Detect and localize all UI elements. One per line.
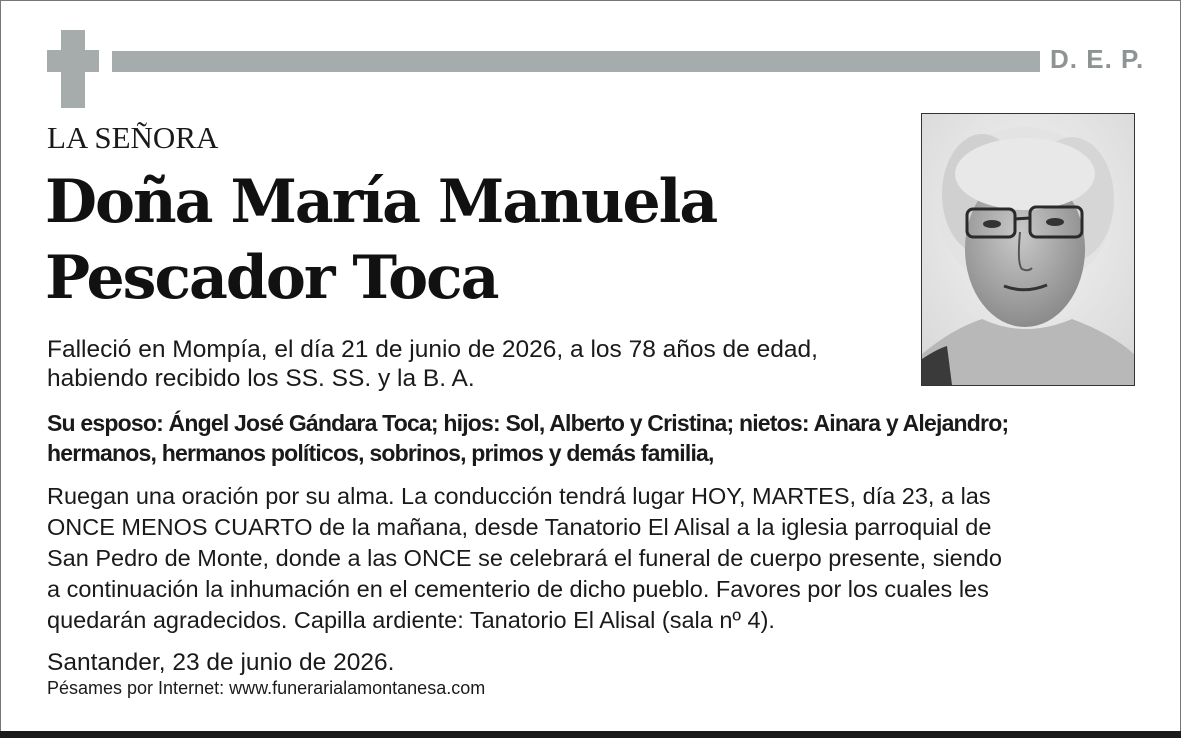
portrait-photo	[921, 113, 1135, 386]
family-line-2: hermanos, hermanos políticos, sobrinos, primos y demás familia,	[47, 440, 714, 466]
condolences-line: Pésames por Internet: www.funerarialamontanesa.com	[47, 678, 486, 698]
death-notice	[47, 335, 818, 393]
family-list	[47, 408, 1008, 468]
body-line: quedarán agradecidos. Capilla ardiente: Tanatorio El Alisal (sala nº 4).	[47, 607, 775, 633]
intro-line-1: Falleció en Mompía, el día 21 de junio de 2026, a los 78 años de edad,	[47, 336, 818, 363]
deceased-name	[45, 164, 716, 316]
family-line-1: Su esposo: Ángel José Gándara Toca; hijos: Sol, Alberto y Cristina; nietos: Ainara y Alejandro;	[47, 410, 1009, 436]
funeral-details	[47, 481, 1002, 636]
cross-icon	[47, 30, 99, 108]
bottom-bar	[0, 731, 1181, 738]
header-rule	[112, 51, 1040, 72]
dep-label: D. E. P.	[1050, 44, 1145, 74]
body-line: ONCE MENOS CUARTO de la mañana, desde Tanatorio El Alisal a la iglesia parroquial de	[47, 514, 992, 540]
name-line-2: Pescador Toca	[45, 243, 498, 313]
place-date: Santander, 23 de junio de 2026.	[47, 649, 395, 676]
intro-line-2: habiendo recibido los SS. SS. y la B. A.	[47, 365, 475, 392]
body-line: San Pedro de Monte, donde a las ONCE se celebrará el funeral de cuerpo presente, siendo	[47, 545, 1002, 571]
body-line: a continuación la inhumación en el cementerio de dicho pueblo. Favores por los cuales les	[47, 576, 989, 602]
honorific: LA SEÑORA	[47, 120, 219, 155]
body-line: Ruegan una oración por su alma. La conducción tendrá lugar HOY, MARTES, día 23, a las	[47, 483, 991, 509]
name-line-1: Doña María Manuela	[45, 167, 717, 237]
